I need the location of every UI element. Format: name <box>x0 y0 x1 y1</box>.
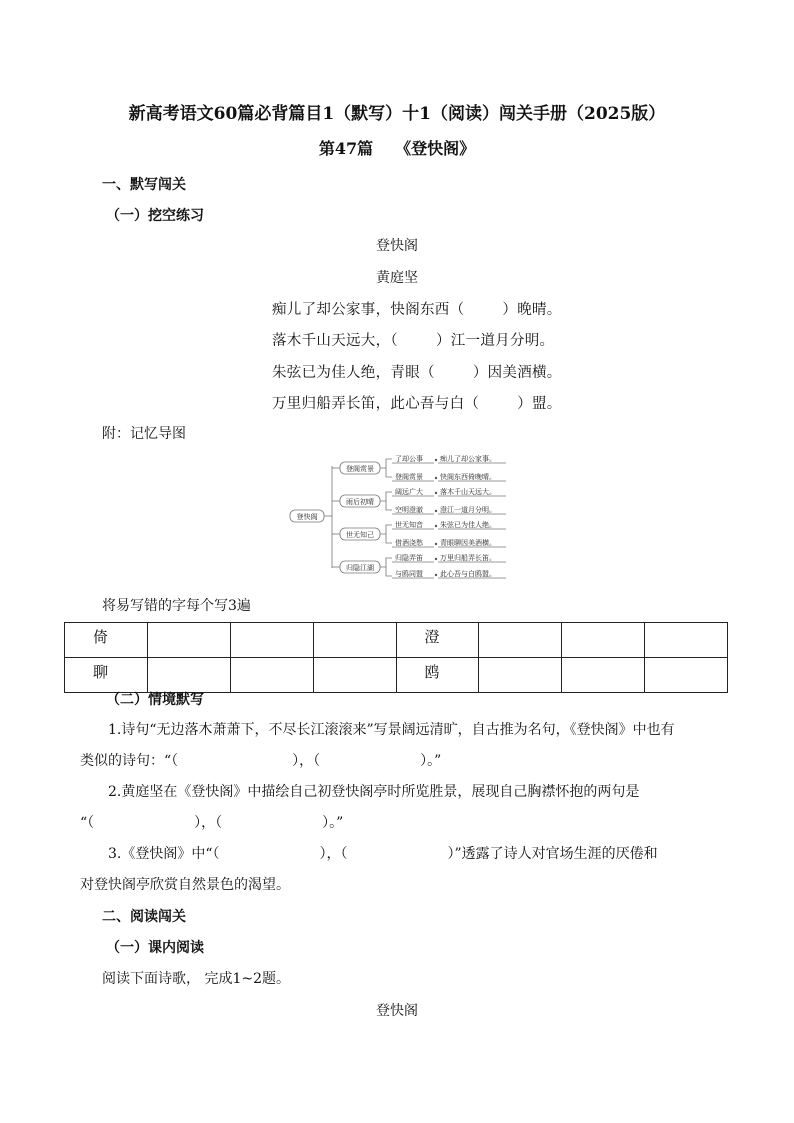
reading-instruction: 阅读下面诗歌， 完成1~2题。 <box>102 971 290 987</box>
mindmap-leaf: 青眼聊因美酒横。 <box>440 539 496 547</box>
mindmap-leaf: 登阁赏景 <box>395 473 423 481</box>
mindmap-branch: 世无知己 <box>346 531 374 539</box>
practice-char: 倚 <box>65 623 148 658</box>
question-2-line-1: 2.黄庭坚在《登快阁》中描绘自己初登快阁亭时所览胜景，展现自己胸襟怀抱的两句是 <box>108 784 640 800</box>
poem-author: 黄庭坚 <box>376 270 418 286</box>
chapter-name: 《登快阁》 <box>395 139 476 158</box>
practice-cell[interactable] <box>230 623 313 658</box>
mindmap-branch: 归隐江湖 <box>346 564 374 572</box>
mind-map <box>288 450 510 580</box>
appendix-label: 附：记忆导图 <box>102 426 186 442</box>
practice-cell[interactable] <box>645 623 728 658</box>
mindmap-leaf: 此心吾与白鸥盟。 <box>440 570 496 578</box>
chapter-heading <box>0 136 794 159</box>
question-1-line-1: 1.诗句“无边落木萧萧下，不尽长江滚滚来”写景阔远清旷，自古推为名句，《登快阁》中也有 <box>108 722 675 738</box>
mindmap-leaf: 痴儿了却公家事。 <box>440 455 496 463</box>
practice-cell[interactable] <box>645 658 728 693</box>
mindmap-leaf: 快阁东西倚晚晴。 <box>440 473 496 481</box>
mindmap-leaf: 借酒浇愁 <box>395 539 423 547</box>
document-title: 新高考语文60篇必背篇目1（默写）十1（阅读）闯关手册（2025版） <box>128 104 666 124</box>
question-3-line-1: 3.《登快阁》中“（ ），（ ）”透露了诗人对官场生涯的厌倦和 <box>108 846 658 862</box>
practice-cell[interactable] <box>479 623 562 658</box>
mindmap-leaf: 空明澄澈 <box>395 506 423 514</box>
mindmap-leaf: 世无知音 <box>395 521 423 529</box>
mindmap-leaf: 与鸥同盟 <box>395 570 423 578</box>
mindmap-leaf: 阔远广大 <box>395 488 423 496</box>
question-1-line-2: 类似的诗句：“（ ），（ ）。” <box>80 753 442 769</box>
mindmap-leaf: 朱弦已为佳人绝。 <box>440 521 496 529</box>
poem-line-3: 朱弦已为佳人绝，青眼（ ）因美酒横。 <box>272 365 562 381</box>
mindmap-leaf: 归隐弄笛 <box>395 554 423 562</box>
mindmap-branch: 登阁赏景 <box>346 465 374 473</box>
practice-grid <box>64 622 728 693</box>
table-row <box>65 658 728 693</box>
question-3-line-2: 对登快阁亭欣赏自然景色的渴望。 <box>80 877 290 893</box>
poem-line-1: 痴儿了却公家事，快阁东西（ ）晚晴。 <box>272 302 562 318</box>
table-row <box>65 623 728 658</box>
practice-char: 澄 <box>396 623 479 658</box>
practice-cell[interactable] <box>562 658 645 693</box>
mindmap-leaf: 落木千山天远大。 <box>440 488 496 496</box>
subsection-heading-fill-blank: （一）挖空练习 <box>106 208 204 224</box>
practice-char: 鸥 <box>396 658 479 693</box>
mindmap-leaf: 万里归船弄长笛。 <box>440 554 496 562</box>
subsection-heading-context: （二）情境默写 <box>106 692 204 708</box>
practice-cell[interactable] <box>562 623 645 658</box>
mindmap-leaf: 了却公事 <box>395 455 423 463</box>
mindmap-branch: 雨后初晴 <box>346 498 374 506</box>
mindmap-root: 登快阁 <box>296 513 318 521</box>
practice-cell[interactable] <box>479 658 562 693</box>
section-heading-dictation: 一、默写闯关 <box>102 177 186 193</box>
mindmap-leaf: 澄江一道月分明。 <box>440 506 496 514</box>
subsection-heading-in-class-reading: （一）课内阅读 <box>106 940 204 956</box>
practice-cell[interactable] <box>147 658 230 693</box>
reading-poem-title: 登快阁 <box>376 1003 418 1019</box>
practice-char: 聊 <box>65 658 148 693</box>
practice-cell[interactable] <box>230 658 313 693</box>
question-2-line-2: “（ ），（ ）。” <box>80 815 344 831</box>
poem-title: 登快阁 <box>376 238 418 254</box>
section-heading-reading: 二、阅读闯关 <box>102 909 186 925</box>
chapter-number: 第47篇 <box>318 139 374 158</box>
poem-line-4: 万里归船弄长笛，此心吾与白（ ）盟。 <box>272 396 562 412</box>
practice-cell[interactable] <box>147 623 230 658</box>
poem-line-2: 落木千山天远大，（ ）江一道月分明。 <box>272 333 555 349</box>
practice-instruction: 将易写错的字每个写3遍 <box>102 598 251 614</box>
practice-cell[interactable] <box>313 658 396 693</box>
practice-cell[interactable] <box>313 623 396 658</box>
